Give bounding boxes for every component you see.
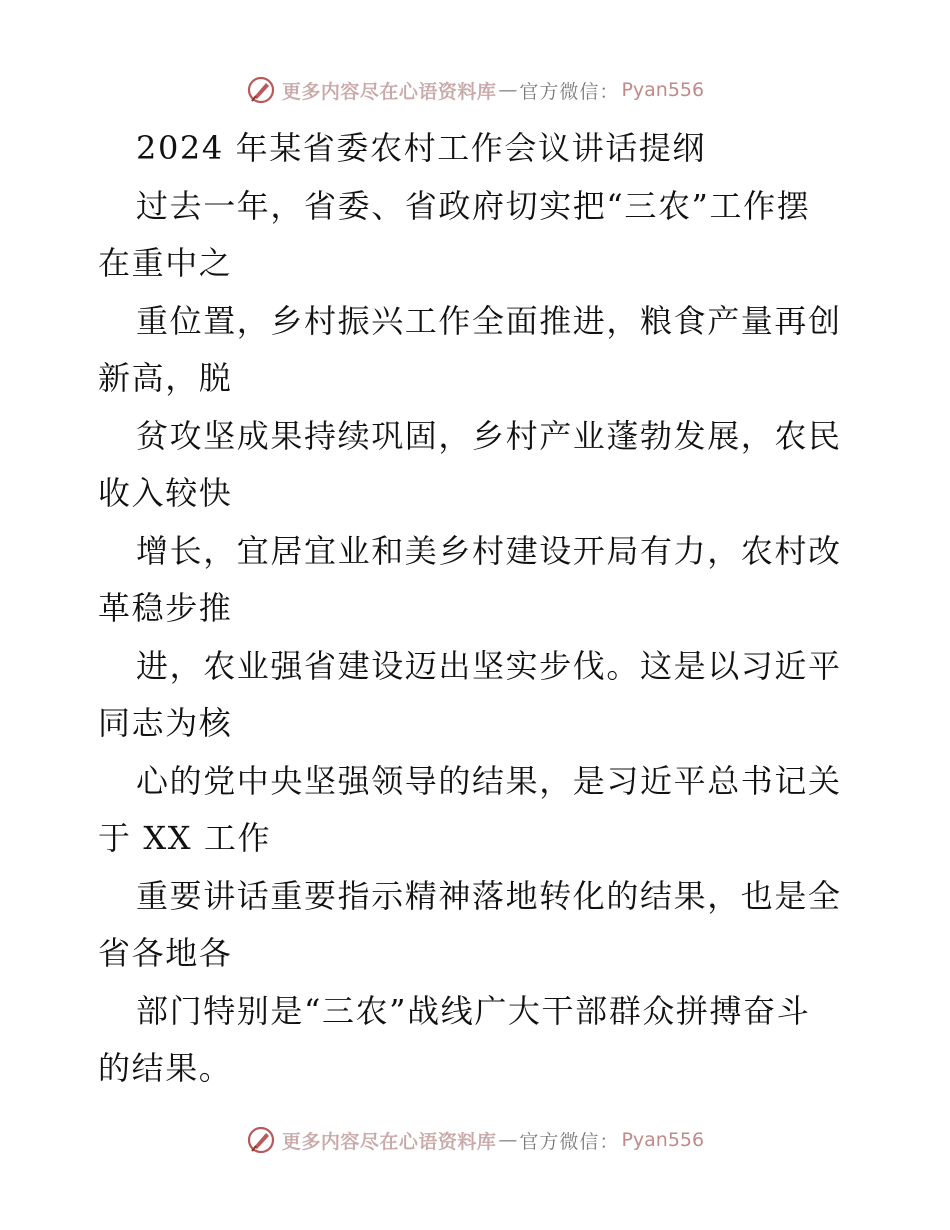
quill-logo-icon <box>246 75 276 105</box>
paragraph-line: 重要讲话重要指示精神落地转化的结果，也是全 <box>136 876 842 915</box>
watermark-wechat-id: Pyan556 <box>621 79 705 101</box>
watermark-dash: — <box>498 79 518 101</box>
watermark-wechat-id: Pyan556 <box>621 1129 705 1151</box>
watermark-footer <box>0 1120 950 1160</box>
paragraph-line: 于 XX 工作 <box>98 819 272 857</box>
watermark-main-text: 更多内容尽在心语资料库 <box>281 80 497 103</box>
paragraph-line: 过去一年，省委、省政府切实把“三农”工作摆 <box>136 186 811 225</box>
watermark-dash: — <box>498 1129 518 1151</box>
paragraph-line: 贫攻坚成果持续巩固，乡村产业蓬勃发展，农民 <box>136 416 842 455</box>
paragraph-line: 在重中之 <box>98 244 233 282</box>
paragraph-line: 重位置，乡村振兴工作全面推进，粮食产量再创 <box>136 301 842 340</box>
paragraph-line: 省各地各 <box>98 934 233 972</box>
document-body <box>98 120 858 1098</box>
watermark-sub-text: 官方微信： <box>519 80 620 103</box>
paragraph-line: 新高，脱 <box>98 359 233 397</box>
paragraph-line: 进，农业强省建设迈出坚实步伐。这是以习近平 <box>136 646 842 685</box>
paragraph-line: 革稳步推 <box>98 589 233 627</box>
paragraph-line: 收入较快 <box>98 474 233 512</box>
document-title: 2024 年某省委农村工作会议讲话提纲 <box>136 129 707 167</box>
quill-logo-icon <box>246 1125 276 1155</box>
paragraph-line: 增长，宜居宜业和美乡村建设开局有力，农村改 <box>136 531 842 570</box>
paragraph-line: 同志为核 <box>98 704 233 742</box>
watermark-header <box>0 70 950 110</box>
paragraph-line: 心的党中央坚强领导的结果，是习近平总书记关 <box>136 761 842 800</box>
paragraph-line: 的结果。 <box>98 1049 233 1087</box>
watermark-sub-text: 官方微信： <box>519 1130 620 1153</box>
watermark-main-text: 更多内容尽在心语资料库 <box>281 1130 497 1153</box>
paragraph-line: 部门特别是“三农”战线广大干部群众拼搏奋斗 <box>136 991 811 1030</box>
